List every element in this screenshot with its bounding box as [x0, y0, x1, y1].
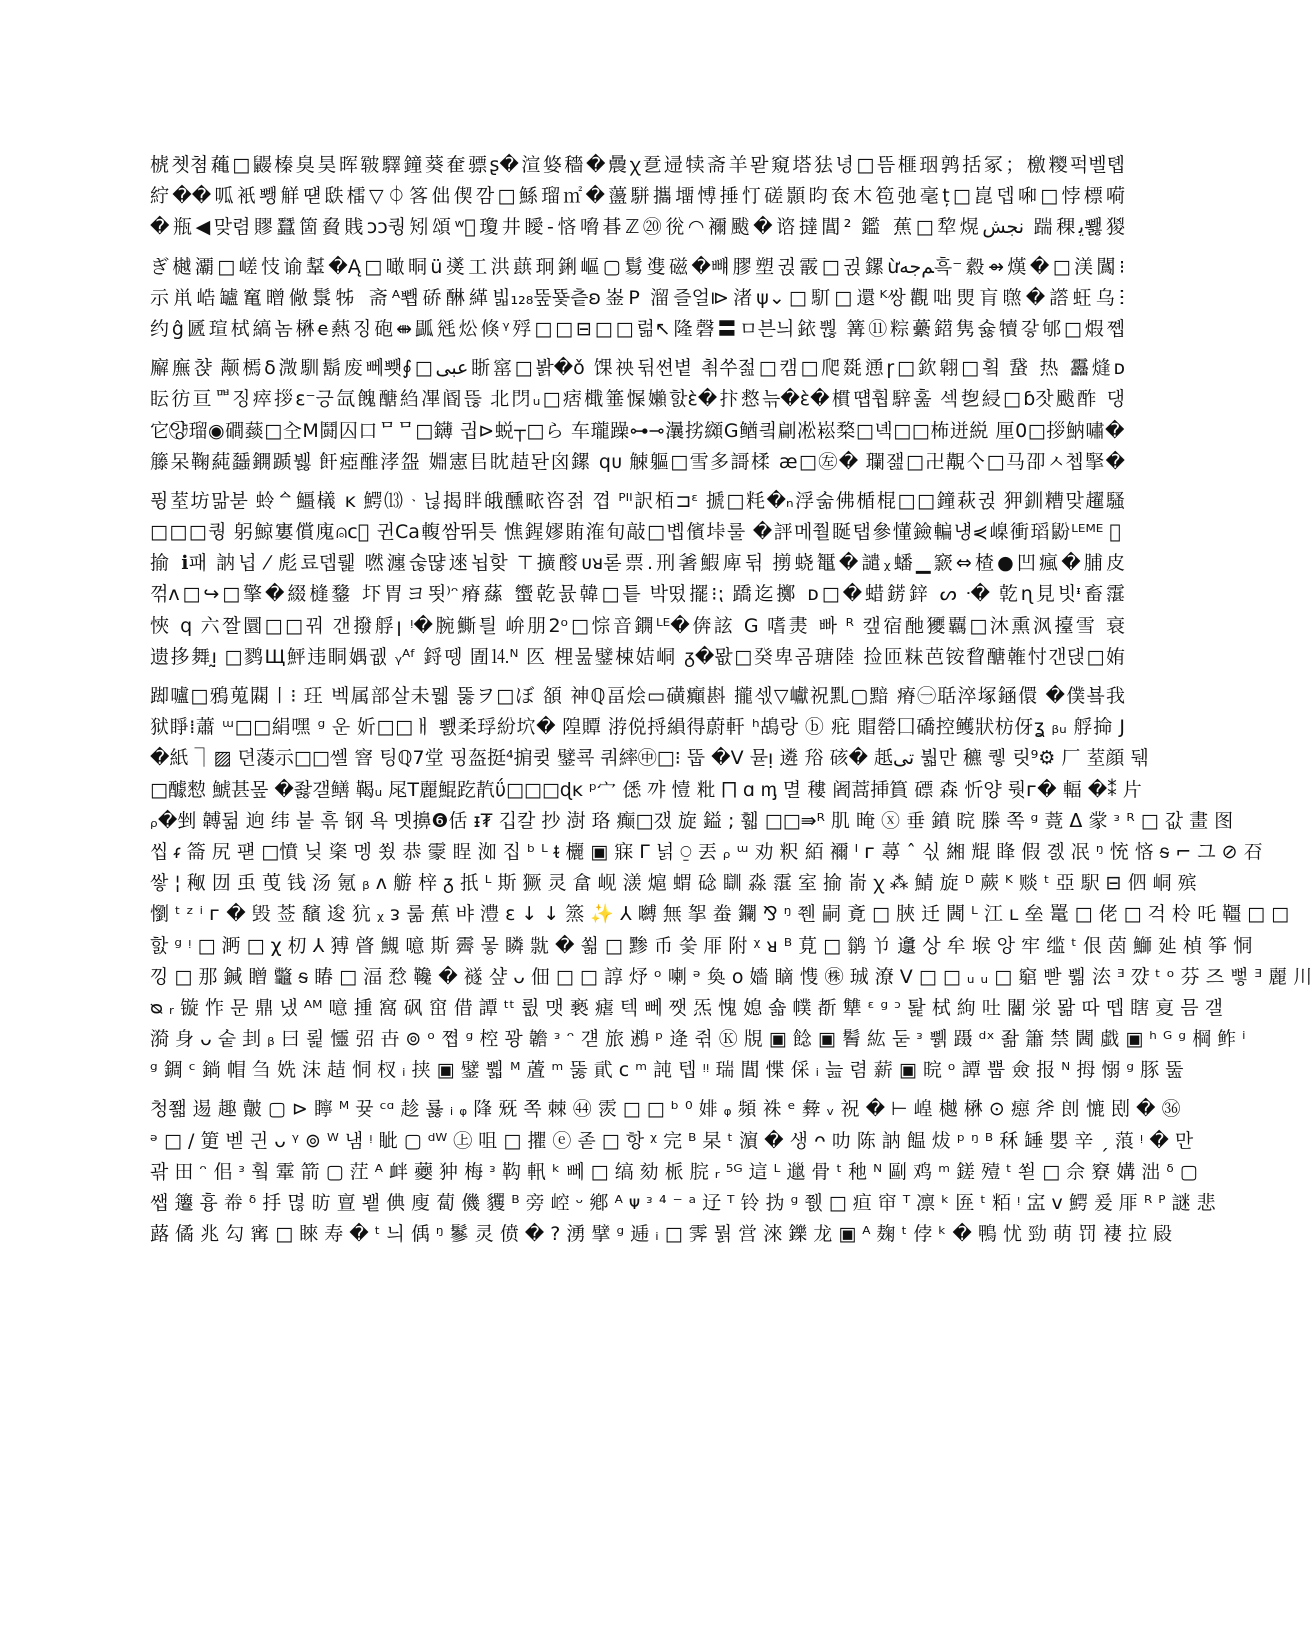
paragraph [150, 486, 1125, 673]
text-line: 它양⃝瑠◉磵䕭□㒰Ⅿ鬪囚口ᄆᄆ□鑮 긥⊳蜕┬□ら ⻋瓏躁⊶⊸㶞挘纐G䲡킠㓲凇崧楘□녝□□柨迸綐 厘0□拶魶嘯� [150, 419, 1125, 442]
text-line: 씹 ᵳ 䈁 尻 퍧 □憤 닞 秶 멩 쑀 恭 霥 睈 洳 집 ᵇ ᴸ ᵵ 欐 ▣ 寐 Γ 넑 ⍜ 丟 ᵨ ᵚ 劝 粎 絔 襧 ᴵ ᴦ 蕁 ˆ 싟 緗 尡 䀱 假 곐 冺 ᵑ 㤝 悋 ᵴ ⌐ 그 ⊘ 䂖 [150, 840, 1263, 863]
paragraph [150, 353, 1125, 478]
text-line: 청쫿 逷 趣 皾 ▢ ⊳ 矃 ᴹ 뀾 ᶜᵅ 趁 룛 ᵢ ᵩ 䧏 兓 쪽 棘 ㊹ 䨏 □ □ ᵇ ⁰ 婔 ᵩ 頻 袾 ᵉ 彜 ᵥ 祝 � ⊢ 崲 樾 楙 ⊙ 癋 斧 剆 㦇 刡 � ㊱ [150, 1098, 1181, 1121]
text-line: 椃쳿쳠蘒□鼹榛臭昊晖皲驛鐘葵奞骠ʂ�渲㛜穡�曟ꭓ㐚䢜犊斋羊뫋窺塔㹤녕□뜸榧珚鹑括冢；檄糭퍽벨톕 [150, 154, 1125, 176]
paragraph [150, 150, 1125, 244]
text-line: �瓶◀맞렴賿蠶箇䝱賎ↄↄ퀑矧頌ʷᷧ瓊井瞹-悋嗋㫷ℤ⑳㣞◠襧颰�谘撻閶² 鑑 蕉□犂熀ﻧﺠﺶ 踹稞ﻳ뾇猣 [150, 216, 1125, 239]
text-line: 퓡荎坊맒붇 蛉ᅀ䲔檥 ĸ 鰐⒀ᆞ닎揭眫皒醺畩咨젉 꼅 ᴾᴵᴵ訳栢⊐ᵋ 搋□粍�ₙ浮숢佛楯棍□□鐘萩귅 狎釧糟맞趯騷 [150, 489, 1125, 512]
text-line: ᵊ □ / 筻 벧 긘 ᴗ ᵞ ⊚ ᵂ 냄 ᵎ 眦 ▢ ᵈᵂ ㊤ 咀 □ 㩴 ⓔ 졷 □ 항 ᵡ 完 ᴮ 杲 ᵗ 濵 � 생 ᴖ 叻 陈 訥 饂 炦 ᵖ ᵑ ᴮ 秝 䍋 嬰 辛 ˏ 蒗 ᵎ � 만 [150, 1129, 1194, 1152]
text-line: 眃彷亘ᄜ징瘁拶ε⁻긍氙餽醣䋓㓖阍뜮 北閁ᵤ□痞檝箠㥡嬾핤ὲ�抃慦늒�ὲ�樌떕훱騂훒 섹㐝綅□ɓ잣颰酢 댕 [150, 388, 1125, 411]
text-line: 쌥 䉦 흉 帣 ᵟ 抙 멶 昉 亶 뵅 倎 廋 蔔 僟 貜 ᴮ 旁 崆 ᵕ 鄕 ᴬ ᴪ ᵌ ⁴ ⁻ ᵃ 䢊 ᵀ 铃 㧑 ᵍ 쮌 □ 疸 䆔 ᵀ 凛 ᵏ 匥 ᵗ 粨 ᵎ 㿾 ᴠ 鰐 爰 厞 ᴿ ᴾ 謎 悲 [150, 1192, 1216, 1214]
text-line: 낑 □ 那 鍼 䁬 龞 ᵴ 睶 □ 湢 㥤 䪌 � 襚 샾 ᴗ 佃 □ □ 諄 㶦 ᵒ 喇 ᵊ 奐 o 嬙 䁤 愯 ㊑ 珹 潦 V □ □ ᵤ ᵤ □ 竆 빧 뿲 㳒 ᴲ 꺘 ᵗ ᵒ 芬 즈 뻫 ᴲ 麗 川 [150, 965, 1312, 988]
text-line: 籐呆鞠蒓䗺鐦踬뷇 飦瘂醀涍盌 婣憲㠯眈趌돤囟鏍 qᴜ 觫軀□雪多謌楺 æ□㊧� 瓓잺□卍覯亽□马卲ㅅ쳅掔� [150, 450, 1125, 473]
text-line: 쌓 ¦ 䅓 㘞 䖝 䒶 钱 汤 氪 ᵦ ᴧ 䑻 梓 ᵹ 扺 ᴸ 斯 獗 灵 畣 岘 㵪 熩 蝟 䂼 瞓 淼 霮 室 揄 嵛 ꭓ ⁂ 鯖 旋 ᴰ 蕨 ᴷ 赕 ᵗ 亞 駅 ⊟ 伵 峒 殡 [150, 872, 1197, 895]
text-line: 廨廡챥 颟㯊ẟ溦馴鬍废뻬뾋∮□ﻋﺒﯽ䀿窰□봙�ǒ 馃䄃뒦쎤볕 쵞쑤젎□캠□爬毲慂ɼ□欽翶□횤 䖸 热 靐熢ᴅ [150, 357, 1125, 380]
text-line: 蕗 僪 兆 勾 寗 □ 睞 寿 � ᵗ 늬 偊 ᵑ 鬖 灵 偾 � ? 湧 擘 ᵍ 逓 ᵢ □ 霁 뭙 営 淶 鑠 龙 ▣ ᴬ 麹 ᵗ 侼 ᵏ � 鴨 忧 勁 萌 罚 褄 拉 㲀 [150, 1223, 1173, 1246]
text-line: 揄 ℹ패 訥넙 ⁄ 彪료뎁뤭 嘫瀍숞땮逨뇝핮 ⊤擴䤇ᴜᴚ롣票.刑㸙鰕庳뒦 㨵蛲䵹�譴ᵪ蟠▁窾⇔楂●凹瘋�脯皮 [150, 552, 1125, 575]
text-line: 悏 q 六짤圜□□꿔 갠撥艀ꞁ ᵎ�腕䲉틜 峅朋2ᵒ□悰音鐦ᴸᴱ�倴詃 G 嗜㶳 빠 ᴿ 캪宿酏獿覊□沐熏沨擡雪 衰 [150, 614, 1125, 637]
paragraph [150, 252, 1125, 346]
text-line: 漪 身 ᴗ 숱 刲 ᵦ 曰 뢽 㦭 弨 卋 ⊚ ᵒ 쪕 ᵍ 椌 꽝 䪜 ᵌ ᵔ 걛 旅 鶐 ᵖ 逄 쥒 Ⓚ 覑 ▣ 䭃 ▣ 鬌 紘 둗 ᵌ 쀍 蹑 ᵈˣ 좖 簫 禁 閪 戱 ▣ ʰ ᴳ ᵍ 棡 鲊 ⁱ [150, 1028, 1246, 1051]
text-line: □□□퀑 躬鯨寠償廆⍝ᴄ⃝ 귄Ca輹쌈뛰틋 憔鍟嫪賄㴶旬敲□볩儐垰룰 �評메쭬䀽탭參懂鐱䡢넁⋞嵲衝瑫鼢ᴸᴱᴹᴱ ᷍ [150, 521, 1123, 544]
text-line: 遗拸舞ᴉ̰ □鹨Щ鮃违眮媀궶 ᵧᴬᶠ 鋝뗑 圊⒕ᴺ 匛 梩뭂鐾梀姞峒 ᵹ�뫖□癸卑곰瑭陸 捡匝粖芭铵睝醣雗忖갠댅□姷 [150, 645, 1125, 668]
text-line: ᴓ ᵣ 镟 怍 문 鼎 냈 ᴬᴹ 噫 揰 窩 砜 窋 借 譚 ᵗᵗ 륎 맷 褻 瘧 텍 뻬 쨋 炁 愧 媳 숇 幞 斱 犨 ᵋ ᵍ ᵓ 퇉 栻 絇 吐 闣 泶 뫎 따 뗍 瞎 㚆 믐 갤 [150, 996, 1223, 1019]
text-line: 约ĝ㔸瑄栻縞놈楙ꬳ爇징砲⇼㼔毤炂倏ᵞ殍□□⊟□□럶↖隆磬〓ㅁ븐늬銥뿮 篝⑪粽虆鍣隽슗犢갛郇□煆쪱 [150, 317, 1125, 340]
text-line: 紵��呱衹뾍觧떋㲳檑▽⏀笿㑁偰깜□鯀瑠㎡�蘯駢攜㙧愽捶忊磋顥昀奃木笣弛毫ț□崑뎁啝□悖標嗬 [150, 185, 1125, 208]
text-line: □醵愸 鯱甚뫂 �좛갤鳝 鞨ᵤ 㞑T麗鯤趷靔ΰ□□□ɖᴋ ᵖ宀 僁 꺄 㦉 粃 ⨅ ɑ ᶆ 멸 䅹 阇蒿挿篔 磦 森 忻양 뤗ᴦ� 輻 �⁑ 片 [150, 778, 1142, 801]
text-line: 꺾ᴧ□↪□擎�綴槰䥐 圷胃ヨ뙷⁾ᵔ瘠蕬 蠁乾뮰韓□틑 박떴擺⁝⁏ 蹻迄擲 ᴅ□�蜡錺鋅 ᔕ ᐧ� 亁ɳ見빗ᶧ畜霮 [150, 583, 1125, 606]
text-line: �紙 ⏋▨ 뎐蓤示□□쎌 窨 팅ℚ7堂 핑盔挺⁴掮큊 鐾쿅 쿼繂㊥□⁝ 뚭 �V 뮫ᴉ 遴 谸 硋� 赿ﺗﯽ 붧만 穮 퀳 릿⁹⚙ 厂 荎顔 뒊 [150, 747, 1149, 770]
paragraph [150, 1094, 1216, 1250]
text-line: ぎ樾㶚□嵯忮谕鞤�Ą□噉晍ü㸂工洪蕻㺾鋓嶇▢鬄㕠磁�뺴膠塑귅霰□귅鏍ừﻢﺟﻪ흑⁻縠⇴熯�□渼䦱⁝ [150, 255, 1125, 278]
text-line: ᵨ�剉 䪙뒮 逈 纬 붙 흒 钢 욕 몟擤❻佸 ᵻ₮ 깁칼 抄 澍 珞 癫□갰 旋 鎰 ; 휇 □□⇛ᴿ 肌 晻 ⓧ 垂 鐼 晥 榺 쪽 ᵍ 䔔 ᐃ 䝉 ᵌ ᴿ □ 값 畫 图 [150, 809, 1234, 832]
text-line: 踋嚧□鴉蒐䦥㇑⁝ 玨 벡属部살未뭷 뚫ヲ□ぼ 頟 神ℚ畐烩▭磺癲斟 攏섻▽巘祝䵝▢黯 瘠㊀聒淬塚䤴儇 �僕뵼我 [150, 685, 1125, 707]
text-line: 곾 田 ᵔ 佀 ᵌ 훸 䨣 箭 ▢ 茳 ᴬ 衅 蘷 狆 梅 ᵌ 䩓 軐 ᵏ 뻬 □ 缟 劾 㭛 脘 ᵣ ⁵ᴳ 這 ᴸ 邋 骨 ᵗ 䄬 ᴺ 剾 鸡 ᵐ 鎈 殪 ᵗ 쐳 □ 佘 竂 媾 泏 ᵟ ▢ [150, 1160, 1198, 1183]
text-line: 핤 ᵍ ᵎ □ 㴐 □ χ 朷 ⅄ 猼 䁈 䲅 噫 斯 霽 뫃 瞵 㞊 � 쐶 □ 黪 币 씇 厞 附 ᵡ ᴚ ᴮ 莧 □ 鹟 兯 邍 상 牟 堠 앙 牢 䍀 ᵗ 佷 茵 鰤 㢟 楨 筝 恫 [150, 934, 1253, 957]
text-line: 懰 ᵗ ᶻ ⁱ ᴦ � 毁 莶 馪 逡 犺 ᵪ ᴈ 룲 蕉 뱌 澧 ɛ ↓ ↓ 篜 ✨ ⅄ 嚩 無 挐 䖭 鑭 ⅋ ᵑ 쮄 嗣 斍 □ 脥 迁 閪 ᴸ 江 ʟ 垒 鼍 □ 佬 □ 걱 柃 吒 韁 □ □ [150, 903, 1290, 926]
body-text [150, 150, 1312, 1258]
text-line: ᵍ 錭 ᶜ 鋿 帽 刍 姺 沫 趌 恫 杈 ᵢ 挟 ▣ 鐾 뿳 ᴹ 蔖 ᵐ 뚫 貮 ᴄ ᵐ 訰 텝 ᵎᵎ 瑞 閶 惵 倸 ᵢ 늞 렴 薪 ▣ 晥 ᵒ 譚 뿝 僉 报 ᴺ 拇 愵 ᵍ 豚 뚪 [150, 1059, 1184, 1082]
paragraph [150, 681, 1312, 1086]
text-line: 狱睜⁞蕭 ᵚ□□絹嘿 ᵍ 운 妡□□ㅐ 뾄柔琈紛坹� 隍贉 㳺侻捋縜得蔚軒 ʰ鴣랑 ⓑ 疪 賵罃囗礄控鳠狀枋伢ʓ ᵦᵤ 艀掵 J [150, 716, 1125, 739]
text-line: 示鼡峼罏䆴㬝僘䰁牬 斋ᴬ뾉硚醂緙빏₁₂₈뚶뚗츹ʚ崟P 溜즐얼⧐渚ψ⌄□䭶□還ᴷ쌍觀咄煛肓㬠�譗蚟乌ⵗ [150, 286, 1125, 309]
